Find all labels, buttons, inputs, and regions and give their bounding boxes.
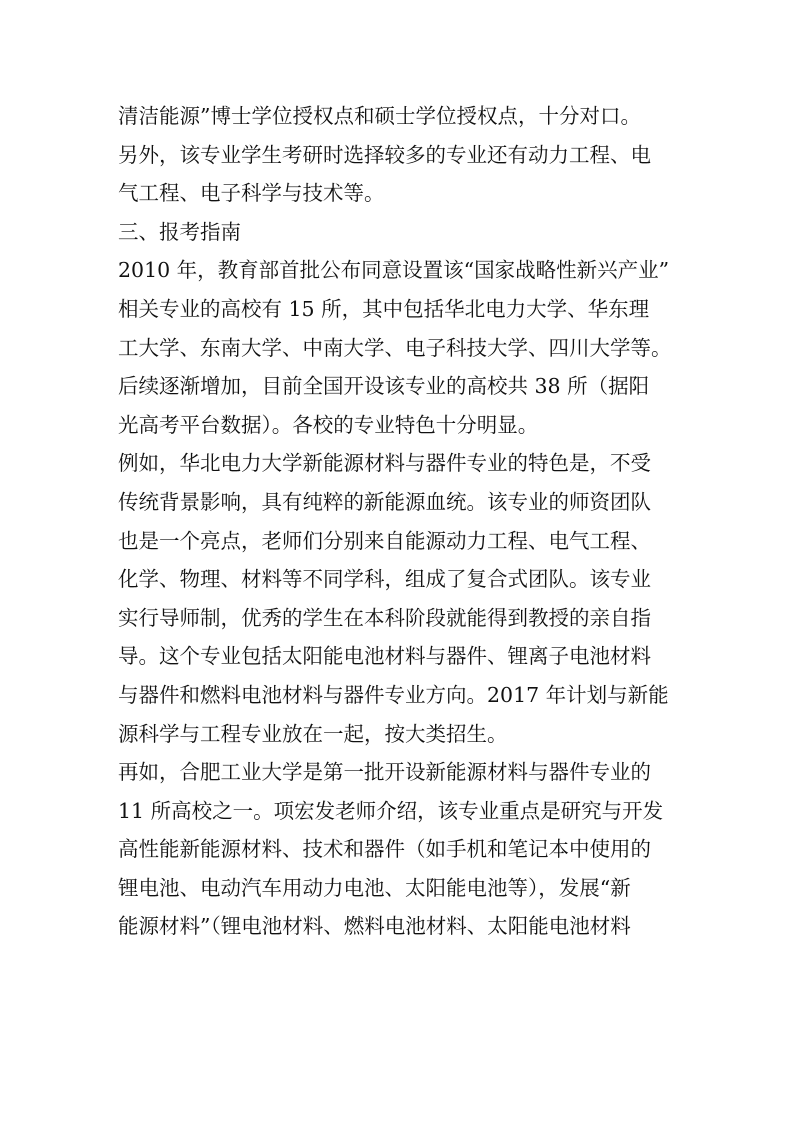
text-line-18: 再如，合肥工业大学是第一批开设新能源材料与器件专业的 [118,760,651,785]
text-line-3: 气工程、电子科学与技术等。 [118,181,385,206]
text-line-10: 例如，华北电力大学新能源材料与器件专业的特色是，不受 [118,451,651,476]
text-line-14: 实行导师制，优秀的学生在本科阶段就能得到教授的亲自指 [118,605,651,630]
text-line-9: 光高考平台数据）。各校的专业特色十分明显。 [118,412,539,437]
text-line-22: 能源材料”（锂电池材料、燃料电池材料、太阳能电池材料 [118,914,631,939]
text-line-17: 源科学与工程专业放在一起，按大类招生。 [118,721,508,746]
text-line-1: 清洁能源”博士学位授权点和硕士学位授权点，十分对口。 [118,104,641,128]
text-line-19: 11 所高校之一。项宏发老师介绍，该专业重点是研究与开发 [118,798,664,823]
text-line-16: 与器件和燃料电池材料与器件专业方向。2017 年计划与新能 [118,682,669,707]
text-line-8: 后续逐渐增加，目前全国开设该专业的高校共 38 所（据阳 [118,374,650,399]
text-line-15: 导。这个专业包括太阳能电池材料与器件、锂离子电池材料 [118,644,651,669]
body-text [118,97,683,946]
text-line-20: 高性能新能源材料、技术和器件（如手机和笔记本中使用的 [118,837,651,862]
text-line-5: 2010 年，教育部首批公布同意设置该“国家战略性新兴产业” [118,258,670,283]
text-line-7: 工大学、东南大学、中南大学、电子科技大学、四川大学等。 [118,335,672,360]
text-line-11: 传统背景影响，具有纯粹的新能源血统。该专业的师资团队 [118,489,651,514]
text-line-13: 化学、物理、材料等不同学科，组成了复合式团队。该专业 [118,567,651,592]
text-line-6: 相关专业的高校有 15 所，其中包括华北电力大学、华东理 [118,296,650,321]
section-heading: 三、报考指南 [118,219,241,244]
text-line-21: 锂电池、电动汽车用动力电池、太阳能电池等），发展“新 [118,875,631,900]
text-line-12: 也是一个亮点，老师们分别来自能源动力工程、电气工程、 [118,528,651,553]
text-line-2: 另外，该专业学生考研时选择较多的专业还有动力工程、电 [118,142,651,167]
